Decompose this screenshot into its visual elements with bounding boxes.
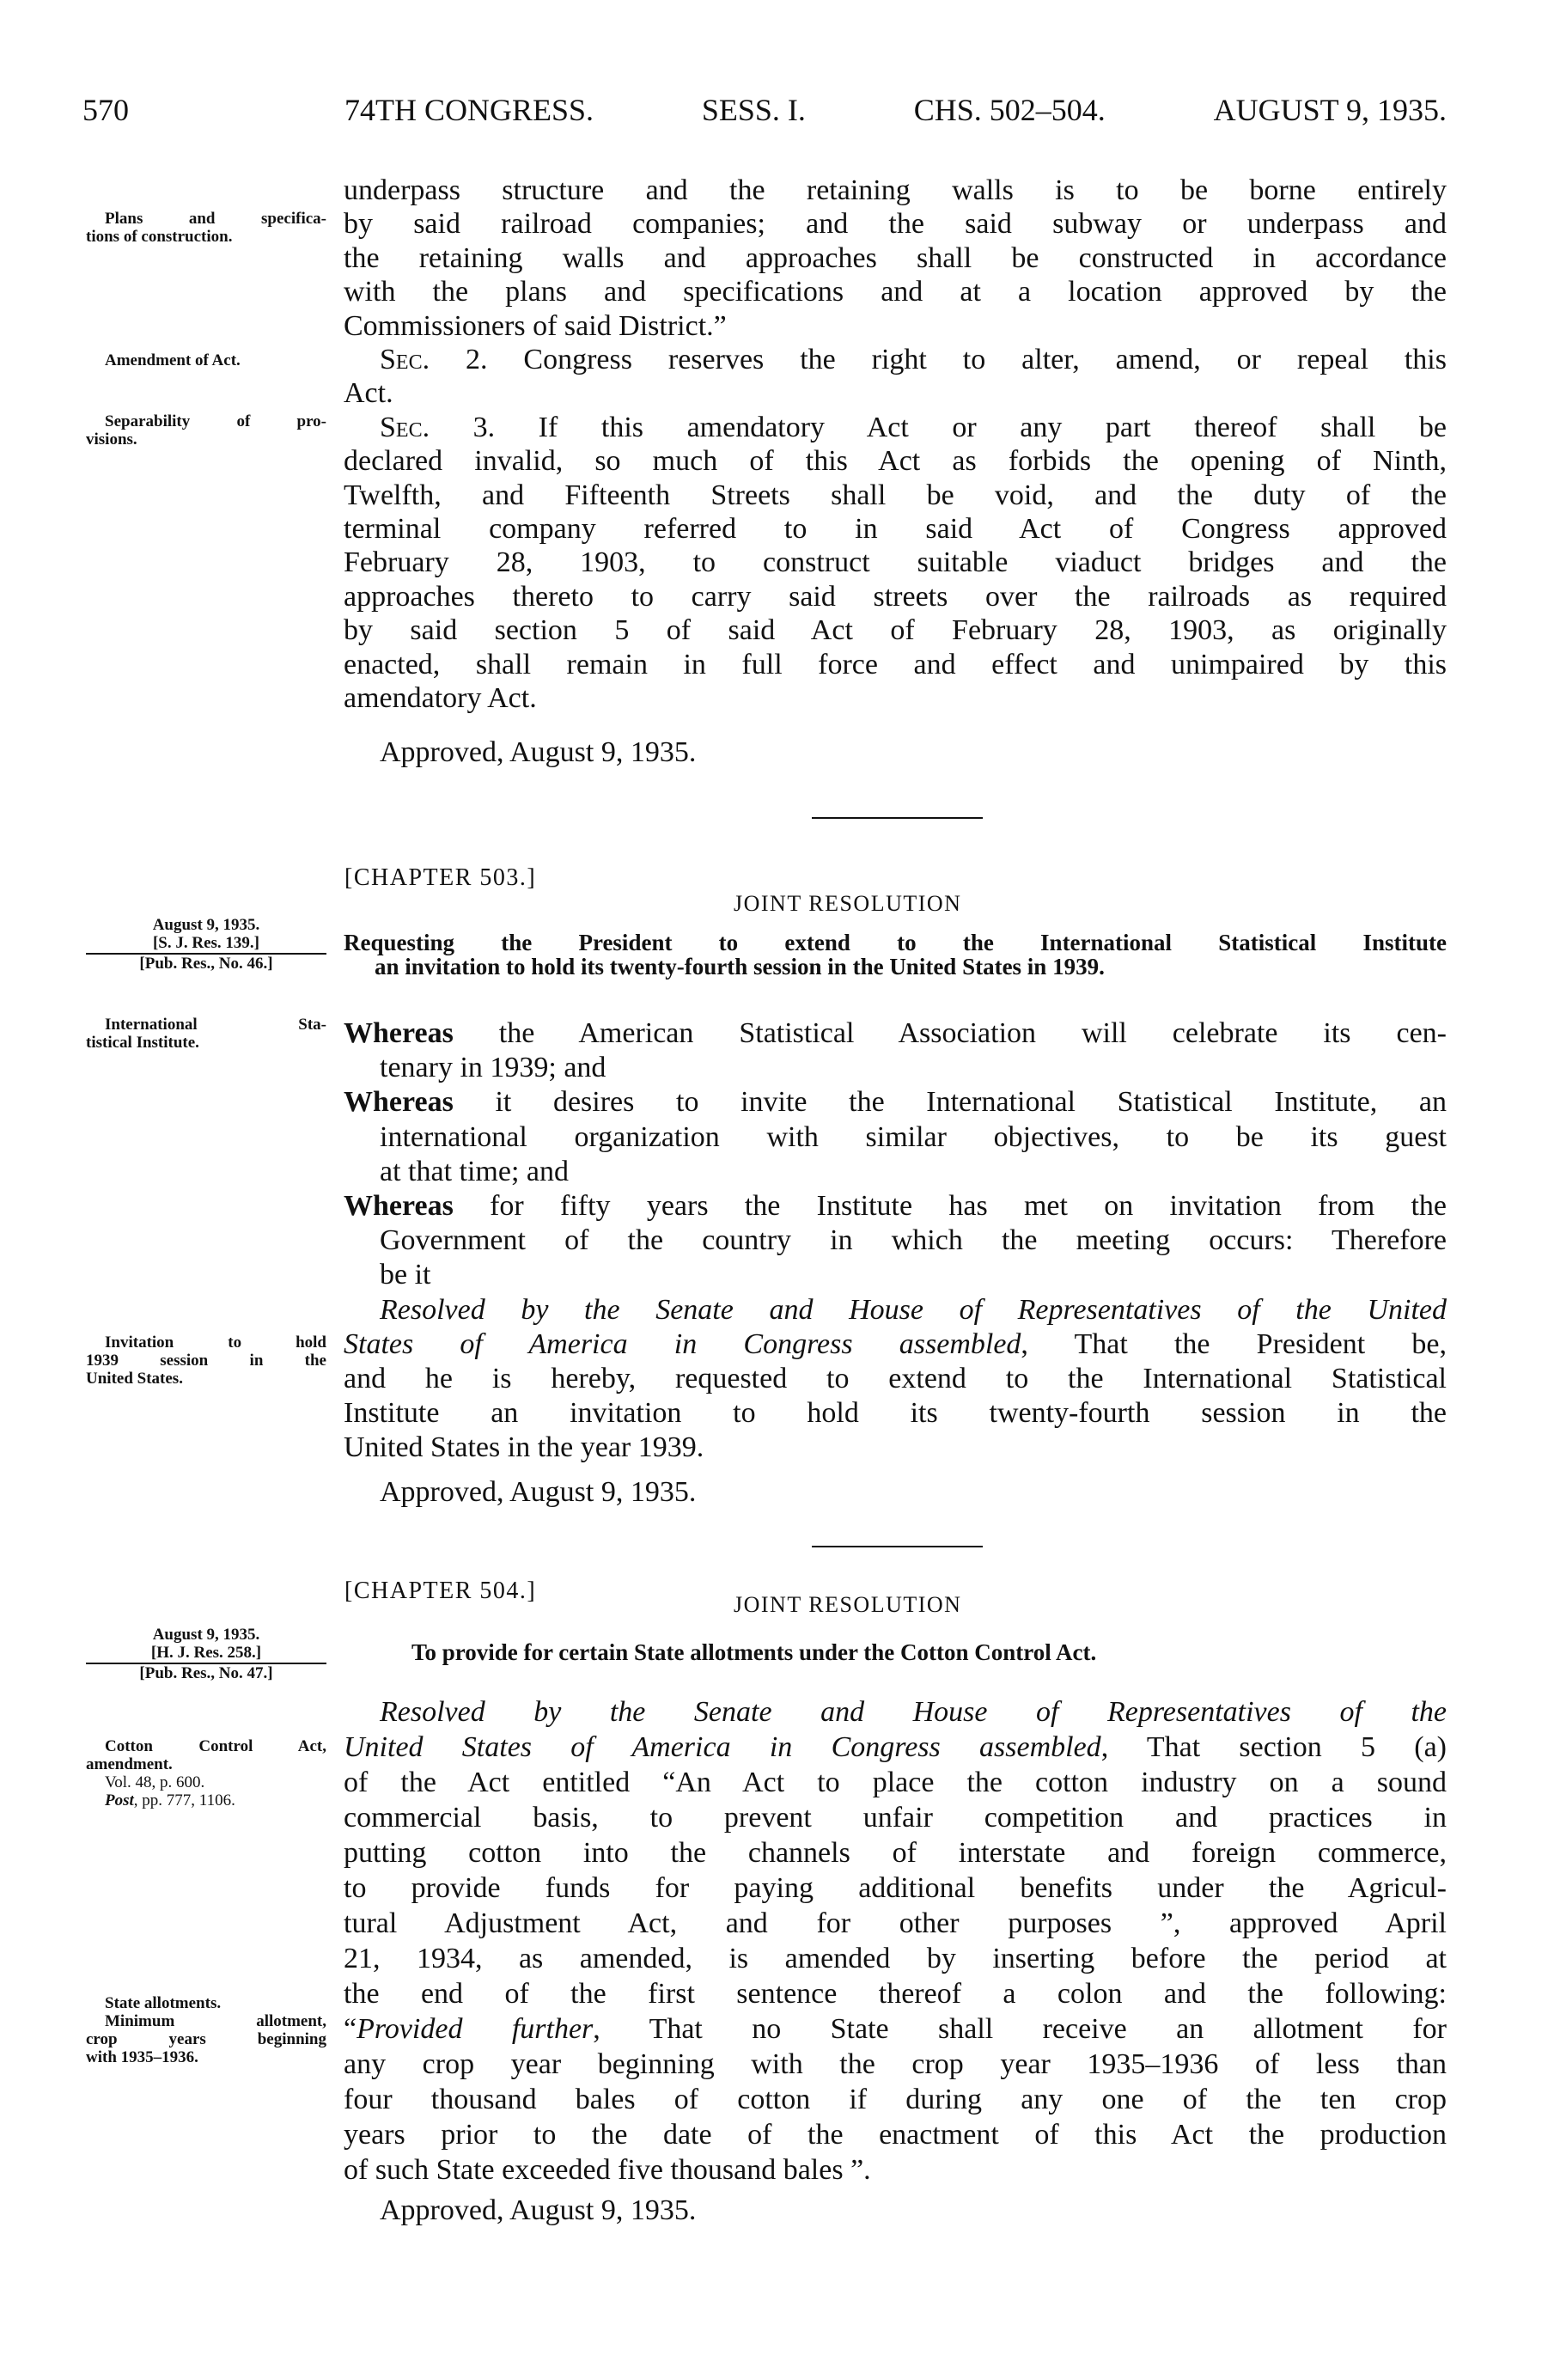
text-span: “	[344, 2013, 357, 2045]
text-line	[344, 411, 1447, 445]
text-span: , That the President be,	[1021, 1327, 1447, 1360]
text-line: enacted, shall remain in full force and effect and unimpaired by this	[344, 648, 1447, 680]
header-date: AUGUST 9, 1935.	[1213, 93, 1447, 127]
note-line: International Sta-	[105, 1016, 326, 1034]
note-line: amendment.	[86, 1755, 173, 1773]
citation-volume: Vol. 48, p. 600.	[105, 1773, 205, 1791]
note-line: 1939 session in the	[86, 1352, 326, 1370]
italic-text: Resolved by the Senate and House of Representatives of the	[380, 1696, 1447, 1728]
text-line: 21, 1934, as amended, is amended by inserting before the period at	[344, 1943, 1447, 1974]
text-line: commercial basis, to prevent unfair competition and practices in	[344, 1802, 1447, 1834]
text-line: by said section 5 of said Act of February 28, 1903, as originally	[344, 614, 1447, 647]
text-line: Act.	[344, 377, 393, 410]
approval-line: Approved, August 9, 1935.	[380, 2194, 697, 2226]
note-line: tistical Institute.	[86, 1034, 199, 1052]
italic-text: States of America in Congress assembled	[344, 1327, 1021, 1360]
text-line: four thousand bales of cotton if during any one of the ten crop	[344, 2084, 1447, 2115]
text-line	[344, 1085, 1447, 1120]
public-resolution-number: [Pub. Res., No. 47.]	[139, 1664, 273, 1682]
note-line: with 1935–1936.	[86, 2048, 198, 2066]
note-line: Amendment of Act.	[105, 351, 241, 369]
text-line: Twelfth, and Fifteenth Streets shall be void, and the duty of the	[344, 479, 1447, 511]
chapter-504-heading: [CHAPTER 504.]	[344, 1578, 537, 1604]
text-line	[344, 1327, 1447, 1362]
text-span: , That no State shall receive an allotment for	[593, 2013, 1447, 2045]
text-line: any crop year beginning with the crop year 1935–1936 of less than	[344, 2048, 1447, 2080]
text-line: Government of the country in which the meeting occurs: Therefore	[380, 1224, 1447, 1257]
note-line: State allotments.	[105, 1994, 222, 2012]
text-line: and he is hereby, requested to extend to the International Statistical	[344, 1363, 1447, 1394]
note-line: Cotton Control Act,	[105, 1737, 326, 1755]
italic-text: United States of America in Congress assembled	[344, 1731, 1101, 1763]
text-line: Institute an invitation to hold its twenty-fourth session in the	[344, 1397, 1447, 1430]
note-line: Invitation to hold	[105, 1333, 326, 1352]
approval-line: Approved, August 9, 1935.	[380, 736, 697, 768]
text-span: it desires to invite the International Statistical Institute, an	[453, 1086, 1447, 1119]
text-span: 3. If this amendatory Act or any part thereof shall be	[430, 411, 1447, 443]
text-line: be it	[380, 1259, 431, 1291]
citation-post-label: Post	[105, 1791, 134, 1809]
bill-number: [H. J. Res. 258.]	[86, 1644, 326, 1664]
resolution-title: To provide for certain State allotments under the Cotton Control Act.	[411, 1639, 1097, 1665]
section-divider	[812, 817, 983, 819]
page-number: 570	[82, 93, 129, 127]
citation-post	[86, 1791, 326, 1809]
text-line: United States in the year 1939.	[344, 1431, 704, 1464]
approval-line: Approved, August 9, 1935.	[380, 1476, 697, 1508]
text-line	[344, 1189, 1447, 1224]
text-line	[344, 2012, 1447, 2047]
margin-note-state	[86, 1994, 326, 2066]
note-line: visions.	[86, 430, 137, 449]
section-label: Sec.	[380, 411, 430, 443]
text-line: approaches thereto to carry said streets over the railroads as required	[344, 580, 1447, 613]
approval-date: August 9, 1935.	[152, 1626, 260, 1644]
joint-resolution-heading: JOINT RESOLUTION	[734, 891, 962, 916]
text-span: , That section 5 (a)	[1100, 1731, 1447, 1763]
text-line	[344, 1016, 1447, 1051]
margin-note-intl	[86, 1016, 326, 1052]
italic-text: Resolved by the Senate and House of Representatives of the United	[380, 1293, 1447, 1326]
header-session: SESS. I.	[701, 93, 806, 127]
italic-text: Provided further	[357, 2013, 594, 2045]
resolution-title-line: an invitation to hold its twenty-fourth session in the United States in 1939.	[375, 954, 1105, 979]
citation-post-pages: , pp. 777, 1106.	[133, 1791, 235, 1809]
text-line: the retaining walls and approaches shall be constructed in accordance	[344, 241, 1447, 274]
resolution-title-line: Requesting the President to extend to the International Statistical Institute	[344, 930, 1447, 955]
header-chapters: CHS. 502–504.	[913, 93, 1106, 127]
margin-note-cotton	[86, 1737, 326, 1809]
note-line: crop years beginning	[86, 2030, 326, 2048]
text-line: declared invalid, so much of this Act as forbids the opening of Ninth,	[344, 445, 1447, 478]
bill-number: [S. J. Res. 139.]	[86, 934, 326, 955]
chapter-503-heading: [CHAPTER 503.]	[344, 864, 537, 891]
text-line: putting cotton into the channels of interstate and foreign commerce,	[344, 1837, 1447, 1869]
text-span: 2. Congress reserves the right to alter, amend, or repeal this	[430, 344, 1447, 375]
approval-date: August 9, 1935.	[152, 916, 260, 934]
margin-note-ch504-date	[86, 1626, 326, 1682]
text-line	[344, 1695, 1447, 1730]
margin-note-ch503-date	[86, 916, 326, 973]
note-line: Plans and specifica-	[105, 210, 326, 228]
text-line	[344, 1730, 1447, 1765]
whereas-label: Whereas	[344, 1017, 454, 1049]
text-span: for fifty years the Institute has met on invitation from the	[453, 1190, 1447, 1222]
text-line: at that time; and	[380, 1155, 569, 1187]
text-line: years prior to the date of the enactment of this Act the production	[344, 2119, 1447, 2151]
whereas-label: Whereas	[344, 1190, 454, 1222]
whereas-label: Whereas	[344, 1086, 454, 1119]
section-label: Sec.	[380, 344, 430, 375]
resolution-title	[344, 931, 1447, 979]
text-line: by said railroad companies; and the said subway or underpass and	[344, 208, 1447, 241]
running-header	[344, 91, 1447, 129]
text-line: underpass structure and the retaining walls is to be borne entirely	[344, 174, 1447, 206]
note-line: United States.	[86, 1370, 183, 1388]
joint-resolution-heading: JOINT RESOLUTION	[734, 1592, 962, 1617]
margin-note-plans	[86, 210, 326, 246]
text-line: of such State exceeded five thousand bales ”.	[344, 2154, 871, 2186]
text-line: to provide funds for paying additional benefits under the Agricul-	[344, 1872, 1447, 1904]
margin-note-invitation	[86, 1333, 326, 1388]
text-span: the American Statistical Association will celebrate its cen-	[453, 1017, 1447, 1049]
text-line: terminal company referred to in said Act of Congress approved	[344, 513, 1447, 545]
header-congress: 74TH CONGRESS.	[344, 93, 594, 127]
text-line: tural Adjustment Act, and for other purposes ”, approved April	[344, 1907, 1447, 1939]
section-divider	[812, 1546, 983, 1547]
text-line: international organization with similar objectives, to be its guest	[380, 1120, 1447, 1153]
text-line	[344, 1293, 1447, 1327]
text-line: with the plans and specifications and at a location approved by the	[344, 276, 1447, 308]
note-line: tions of construction.	[86, 228, 233, 246]
margin-note-amendment	[86, 351, 326, 369]
text-line: February 28, 1903, to construct suitable viaduct bridges and the	[344, 546, 1447, 579]
public-resolution-number: [Pub. Res., No. 46.]	[139, 955, 273, 973]
text-line: amendatory Act.	[344, 682, 537, 714]
note-line: Minimum allotment,	[105, 2012, 326, 2030]
text-line: tenary in 1939; and	[380, 1052, 606, 1084]
note-line: Separability of pro-	[105, 412, 326, 430]
margin-note-separability	[86, 412, 326, 449]
text-line: Commissioners of said District.”	[344, 309, 727, 342]
text-line: the end of the first sentence thereof a colon and the following:	[344, 1978, 1447, 2010]
text-line: of the Act entitled “An Act to place the cotton industry on a sound	[344, 1767, 1447, 1798]
text-line	[344, 343, 1447, 377]
